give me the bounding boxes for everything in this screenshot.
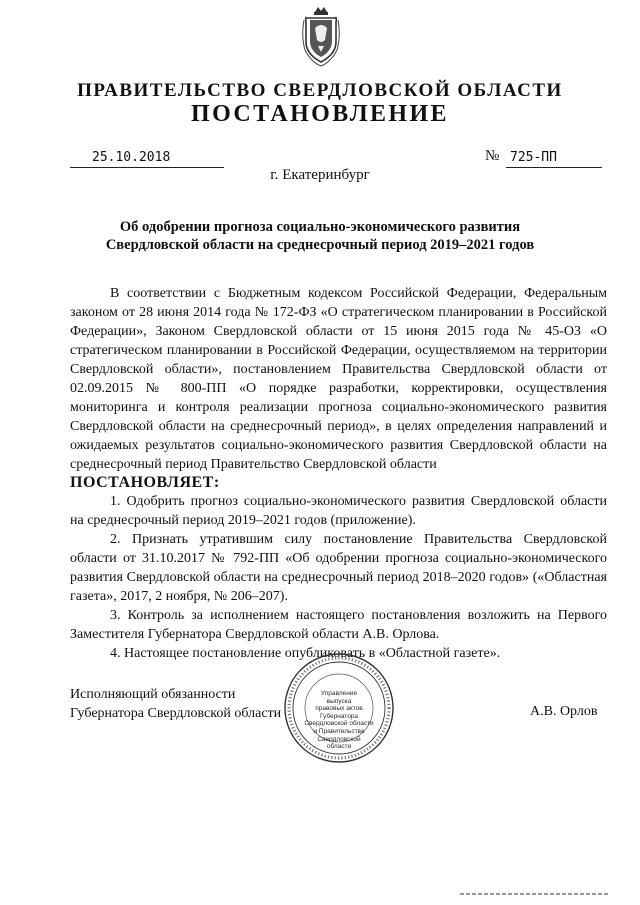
subject-line-2: Свердловской области на среднесрочный период 2019–2021 годов <box>105 237 535 253</box>
signatory-position <box>70 685 281 723</box>
document-subject <box>60 218 580 254</box>
city: г. Екатеринбург <box>270 167 370 183</box>
stamp-line: и Правительства <box>313 727 365 735</box>
signatory-position-line-1: Исполняющий обязанности <box>70 687 236 702</box>
preamble-paragraph: В соответствии с Бюджетным кодексом Российской Федерации, Федеральным законом от 28 июня 2014 года № 172-ФЗ «О стратегическом планировании в Российской Федерации», Законом Свердловской области от 15 июня 2015 года № 45-ОЗ «О стратегическом планировании в Российской Федерации, осуществляемом на территории Свердловской области», постановлением Правительства Свердловской области от 02.09.2015 № 800-ПП «О порядке разработки, корректировки, осуществления мониторинга и контроля реализации прогноза социально-экономического развития Свердловской области на среднесрочный период», в целях определения направлений и ожидаемых результатов социально-экономического развития Свердловской области на среднесрочный период Правительство Свердловской области <box>70 286 607 472</box>
number-field <box>506 149 602 168</box>
number-sign: № <box>485 148 500 164</box>
signatory-position-line-2: Губернатора Свердловской области <box>70 706 282 721</box>
stamp-line: выпуска <box>326 697 352 705</box>
item-4: 4. Настоящее постановление опубликовать в «Областной газете». <box>110 646 501 661</box>
item-3: 3. Контроль за исполнением настоящего постановления возложить на Первого Заместителя Губернатора Свердловской области А.В. Орлова. <box>70 608 607 642</box>
stamp-line: Управление <box>320 690 358 697</box>
stamp-line: Свердловской <box>317 735 361 743</box>
subject-line-1: Об одобрении прогноза социально-экономического развития <box>119 219 521 235</box>
document-number: 725-ПП <box>510 150 557 165</box>
resolve-heading: ПОСТАНОВЛЯЕТ: <box>70 474 220 491</box>
stamp-line: области <box>326 743 352 751</box>
stamp-line: правовых актов <box>315 705 363 713</box>
item-2: 2. Признать утратившим силу постановление Правительства Свердловской области от 31.10.2017 № 792-ПП «Об одобрении прогноза социально-экономического развития Свердловской области на среднесрочный период 2018–2020 годов» («Областная газета», 2017, 2 ноября, № 206–207). <box>70 532 607 604</box>
document-date: 25.10.2018 <box>92 150 171 165</box>
coat-of-arms-icon <box>301 6 341 68</box>
footer-mark <box>460 893 610 895</box>
government-name: ПРАВИТЕЛЬСТВО СВЕРДЛОВСКОЙ ОБЛАСТИ <box>77 80 563 101</box>
item-1: 1. Одобрить прогноз социально-экономического развития Свердловской области на среднесрочный период 2019–2021 годов (приложение). <box>70 494 607 528</box>
stamp-text <box>304 690 374 751</box>
document-body <box>70 284 607 663</box>
signatory-name: А.В. Орлов <box>530 704 598 719</box>
date-field <box>70 149 224 168</box>
stamp-line: Свердловской области <box>304 720 374 728</box>
stamp-line: Губернатора <box>319 712 359 720</box>
document-type: ПОСТАНОВЛЕНИЕ <box>191 101 449 127</box>
